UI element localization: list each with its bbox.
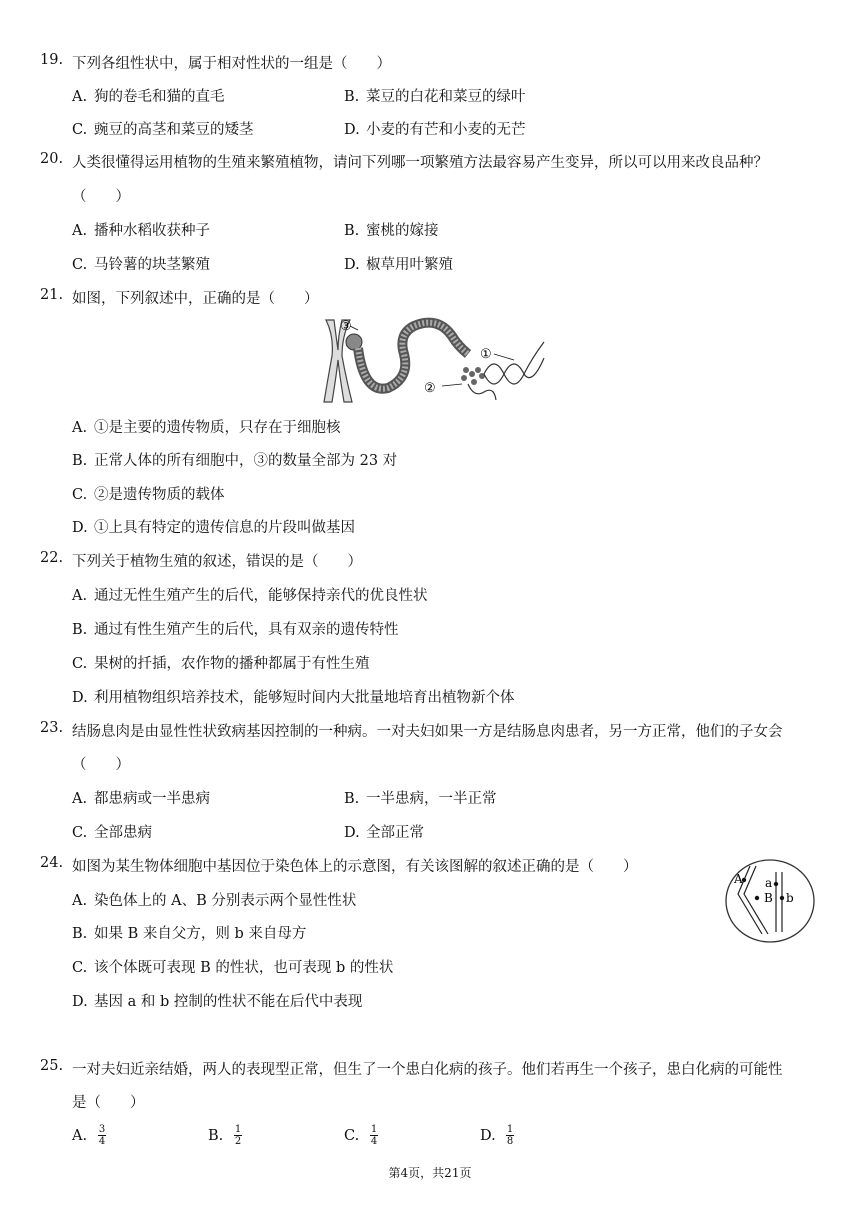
question-23-option-a: A. 都患病或一半患病 [72, 791, 210, 807]
question-19-option-b: B. 菜豆的白花和菜豆的绿叶 [344, 89, 526, 105]
question-21-stem: 如图，下列叙述中，正确的是（ ） [72, 291, 319, 307]
question-22-option-c: C. 果树的扦插，农作物的播种都属于有性生殖 [72, 656, 370, 672]
question-23-stem: 结肠息肉是由显性性状致病基因控制的一种病。一对夫妇如果一方是结肠息肉患者，另一方正常，他们的子女会 [72, 724, 783, 740]
question-19-option-a: A. 狗的卷毛和猫的直毛 [72, 89, 225, 105]
question-20-option-d: D. 椒草用叶繁殖 [344, 257, 453, 273]
question-20-stem-cont: （ ） [72, 189, 130, 205]
fraction: $\frac{1}{2}$ [234, 1124, 242, 1147]
question-23-stem-cont: （ ） [72, 757, 130, 773]
gene-chromosome-figure [724, 858, 816, 944]
question-20-option-c: C. 马铃薯的块茎繁殖 [72, 257, 210, 273]
question-23-option-d: D. 全部正常 [344, 825, 424, 841]
question-24-option-c: C. 该个体既可表现 B 的性状，也可表现 b 的性状 [72, 960, 394, 976]
question-25-option-a: A. $\frac{3}{4}$ [72, 1124, 106, 1147]
figure-label-1: ① [480, 347, 492, 362]
question-20-stem: 人类很懂得运用植物的生殖来繁殖植物，请问下列哪一项繁殖方法最容易产生变异，所以可以用来改良品种？ [72, 155, 768, 171]
question-25-number: 25. [40, 1058, 64, 1074]
question-23-option-c: C. 全部患病 [72, 825, 152, 841]
figure-label-2: ② [424, 381, 436, 396]
question-25-stem-cont: 是（ ） [72, 1095, 145, 1111]
question-22-number: 22. [40, 550, 64, 566]
fraction: $\frac{1}{4}$ [370, 1124, 378, 1147]
question-24-number: 24. [40, 855, 64, 871]
question-24-option-b: B. 如果 B 来自父方，则 b 来自母方 [72, 926, 307, 942]
question-25-stem: 一对夫妇近亲结婚，两人的表现型正常，但生了一个患白化病的孩子。他们若再生一个孩子，患白化病的可能性 [72, 1062, 783, 1078]
question-20-number: 20. [40, 151, 64, 167]
question-21-option-a: A. ①是主要的遗传物质，只存在于细胞核 [72, 420, 341, 436]
question-23-option-b: B. 一半患病，一半正常 [344, 791, 497, 807]
question-22-option-b: B. 通过有性生殖产生的后代，具有双亲的遗传特性 [72, 622, 399, 638]
gene-label-b: b [786, 891, 794, 905]
question-25-option-b: B. $\frac{1}{2}$ [208, 1124, 242, 1147]
chromosome-dna-figure [318, 314, 550, 406]
figure-label-3: ③ [340, 319, 352, 334]
question-19-number: 19. [40, 52, 64, 68]
question-24-stem: 如图为某生物体细胞中基因位于染色体上的示意图，有关该图解的叙述正确的是（ ） [72, 859, 638, 875]
question-21-option-d: D. ①上具有特定的遗传信息的片段叫做基因 [72, 520, 355, 536]
nucleosome-beads [461, 367, 485, 385]
gene-label-B: B [764, 891, 773, 905]
question-25-option-c: C. $\frac{1}{4}$ [344, 1124, 378, 1147]
question-21-number: 21. [40, 287, 64, 303]
question-19-option-c: C. 豌豆的高茎和菜豆的矮茎 [72, 122, 254, 138]
fraction: $\frac{1}{8}$ [506, 1124, 514, 1147]
question-19-stem: 下列各组性状中，属于相对性状的一组是（ ） [72, 56, 391, 72]
question-22-option-a: A. 通过无性生殖产生的后代，能够保持亲代的优良性状 [72, 588, 428, 604]
question-21-option-b: B. 正常人体的所有细胞中，③的数量全部为 23 对 [72, 453, 398, 469]
question-22-stem: 下列关于植物生殖的叙述，错误的是（ ） [72, 554, 362, 570]
question-19-option-d: D. 小麦的有芒和小麦的无芒 [344, 122, 526, 138]
question-24-option-d: D. 基因 a 和 b 控制的性状不能在后代中表现 [72, 994, 363, 1010]
fraction: $\frac{3}{4}$ [98, 1124, 106, 1147]
gene-label-a: a [765, 876, 773, 890]
question-22-option-d: D. 利用植物组织培养技术，能够短时间内大批量地培育出植物新个体 [72, 690, 515, 706]
question-21-option-c: C. ②是遗传物质的载体 [72, 487, 225, 503]
dna-coil [346, 323, 468, 389]
question-25-option-d: D. $\frac{1}{8}$ [480, 1124, 514, 1147]
question-20-option-b: B. 蜜桃的嫁接 [344, 223, 439, 239]
question-20-option-a: A. 播种水稻收获种子 [72, 223, 210, 239]
page-footer: 第4页，共21页 [388, 1166, 472, 1180]
question-23-number: 23. [40, 720, 64, 736]
question-24-option-a: A. 染色体上的 A、B 分别表示两个显性性状 [72, 893, 357, 909]
gene-label-A: A [734, 872, 743, 886]
